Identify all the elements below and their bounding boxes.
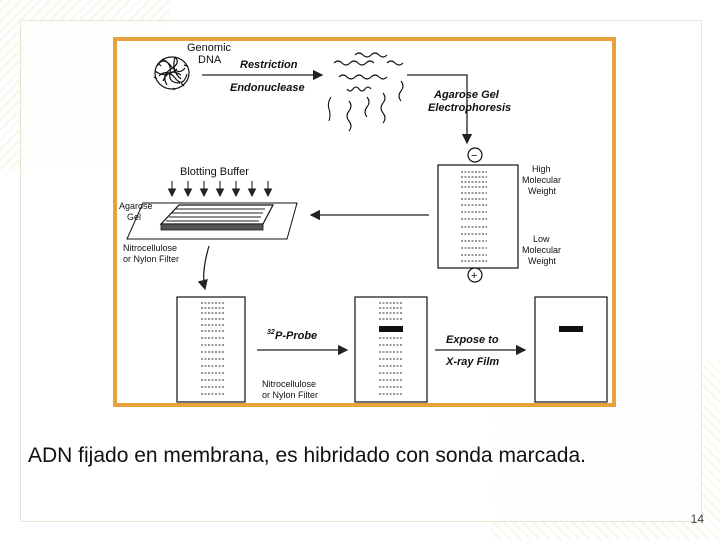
- low-mw-label-2: Molecular: [522, 245, 562, 255]
- high-mw-label-3: Weight: [528, 186, 556, 196]
- high-mw-label-1: High: [532, 164, 551, 174]
- buffer-arrows: [172, 181, 268, 196]
- probe-superscript: 32: [267, 329, 275, 336]
- dna-fragments: [328, 53, 403, 131]
- blotting-buffer-label: Blotting Buffer: [180, 166, 249, 178]
- genomic-dna-label-1: Genomic: [187, 42, 232, 54]
- expose-label-2: X-ray Film: [446, 356, 500, 368]
- endonuclease-label: Endonuclease: [230, 82, 305, 94]
- agarose-label-2: Gel: [127, 212, 142, 222]
- southern-blot-figure: [113, 37, 616, 407]
- expose-label-1: Expose to: [446, 334, 499, 346]
- restriction-label: Restriction: [240, 59, 298, 71]
- high-mw-label-2: Molecular: [522, 175, 562, 185]
- minus-sign: −: [471, 150, 478, 162]
- blot-to-membrane-arrow: [204, 246, 209, 289]
- membrane-blotted: [177, 297, 245, 402]
- page-number: 14: [690, 512, 704, 526]
- filter-label-bottom-1: Nitrocellulose: [262, 379, 317, 389]
- low-mw-label-3: Weight: [528, 256, 556, 266]
- filter-label-top-1: Nitrocellulose: [123, 243, 178, 253]
- filter-label-bottom-2: or Nylon Filter: [262, 390, 319, 400]
- agarose-label-1: Agarose: [119, 201, 153, 211]
- agarose-gel-label: Agarose Gel: [434, 89, 499, 101]
- hybridized-band: [379, 326, 403, 332]
- genomic-dna-label-2: DNA: [198, 54, 222, 66]
- plus-sign: +: [471, 270, 478, 282]
- xray-film: [535, 297, 607, 402]
- probe-label: P-Probe: [275, 330, 318, 342]
- low-mw-label-1: Low: [533, 234, 550, 244]
- electrophoresis-label: Electrophoresis: [428, 102, 512, 114]
- electrophoresis-gel: [438, 165, 518, 268]
- slide-caption: ADN fijado en membrana, es hibridado con sonda marcada.: [28, 444, 586, 467]
- southern-blot-diagram: [117, 41, 612, 403]
- filter-label-top-2: or Nylon Filter: [123, 254, 180, 264]
- agarose-gel-slab-side: [161, 224, 263, 230]
- genomic-dna-tangle: [154, 57, 189, 90]
- film-band: [559, 326, 583, 332]
